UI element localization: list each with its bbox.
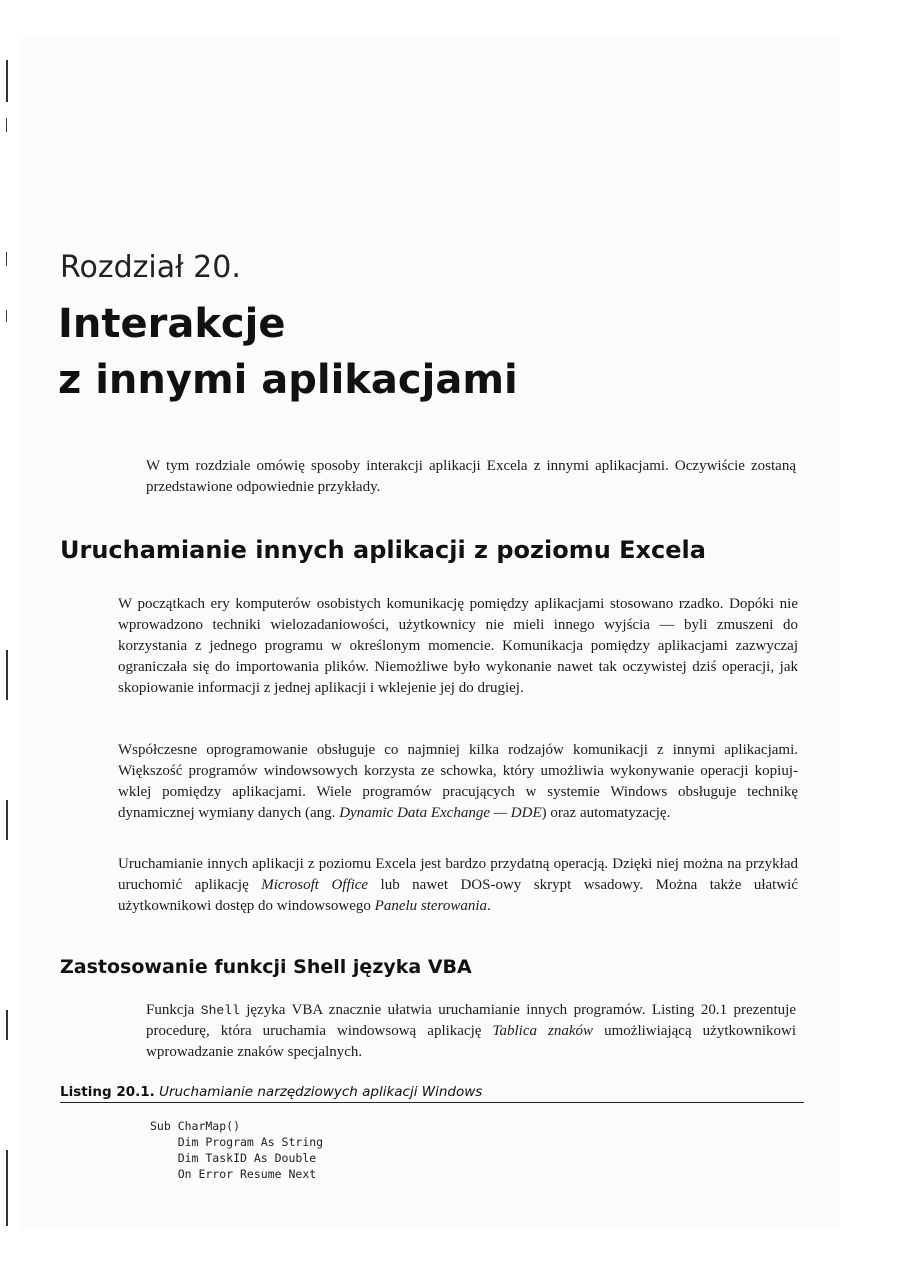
scan-artifact: [6, 310, 7, 322]
scan-artifact: [6, 252, 7, 266]
chapter-title: [58, 296, 518, 408]
code-line: Sub CharMap(): [150, 1119, 241, 1133]
section-paragraph-1: W początkach ery komputerów osobistych komunikację pomiędzy aplikacjami stosowano rzadko. Dopóki nie wprowadzono techniki wielozadaniowości, użytkownicy nie mieli innego wyjścia — byli zmuszeni do korzystania z jednego programu w określonym momencie. Komunikacja pomiędzy aplikacjami zazwyczaj ograniczała się do importowania plików. Niemożliwe było wykonanie nawet tak oczywistej dziś operacji, jak skopiowanie informacji z jednej aplikacji i wklejenie jej do drugiej.: [118, 596, 798, 696]
scan-artifact: [6, 118, 7, 132]
section-paragraph-3: Uruchamianie innych aplikacji z poziomu Excela jest bardzo przydatną operacją. Dzięki niej można na przykład uruchomić aplikację Microsoft Office lub nawet DOS-owy skrypt wsadowy. Można także ułatwić użytkownikowi dostęp do windowsowego Panelu sterowania.: [118, 856, 798, 914]
chapter-title-line-2: z innymi aplikacjami: [58, 357, 518, 403]
section-paragraph-2: Współczesne oprogramowanie obsługuje co najmniej kilka rodzajów komunikacji z innymi aplikacjami. Większość programów windowsowych korzysta ze schowka, który umożliwia wykonywanie operacji kopiuj-wklej pomiędzy aplikacjami. Wiele programów pracujących w systemie Windows obsługuje technikę dynamicznej wymiany danych (ang. Dynamic Data Exchange — DDE) oraz automatyzację.: [118, 742, 798, 821]
chapter-label: Rozdział 20.: [60, 250, 241, 285]
chapter-title-line-1: Interakcje: [58, 301, 286, 347]
scan-artifact: [6, 800, 8, 840]
section-heading: Uruchamianie innych aplikacji z poziomu Excela: [60, 536, 706, 564]
scan-artifact: [6, 650, 8, 700]
code-line: Dim TaskID As Double: [150, 1151, 317, 1165]
subsection-paragraph: Funkcja Shell języka VBA znacznie ułatwia uruchamianie innych programów. Listing 20.1 prezentuje procedurę, która uruchamia windowsową aplikację Tablica znaków umożliwiającą użytkownikowi wprowadzanie znaków specjalnych.: [146, 1002, 796, 1060]
scan-artifact: [6, 60, 8, 102]
subsection-heading: Zastosowanie funkcji Shell języka VBA: [60, 956, 472, 978]
scan-artifact: [6, 1010, 8, 1040]
code-line: Dim Program As String: [150, 1135, 324, 1149]
code-line: On Error Resume Next: [150, 1167, 317, 1181]
scan-artifact: [6, 1150, 8, 1226]
chapter-intro: W tym rozdziale omówię sposoby interakcji aplikacji Excela z innymi aplikacjami. Oczywiście zostaną przedstawione odpowiednie przykłady.: [146, 458, 796, 495]
code-listing: [150, 1118, 323, 1182]
listing-caption: Listing 20.1. Uruchamianie narzędziowych aplikacji Windows: [60, 1084, 804, 1103]
